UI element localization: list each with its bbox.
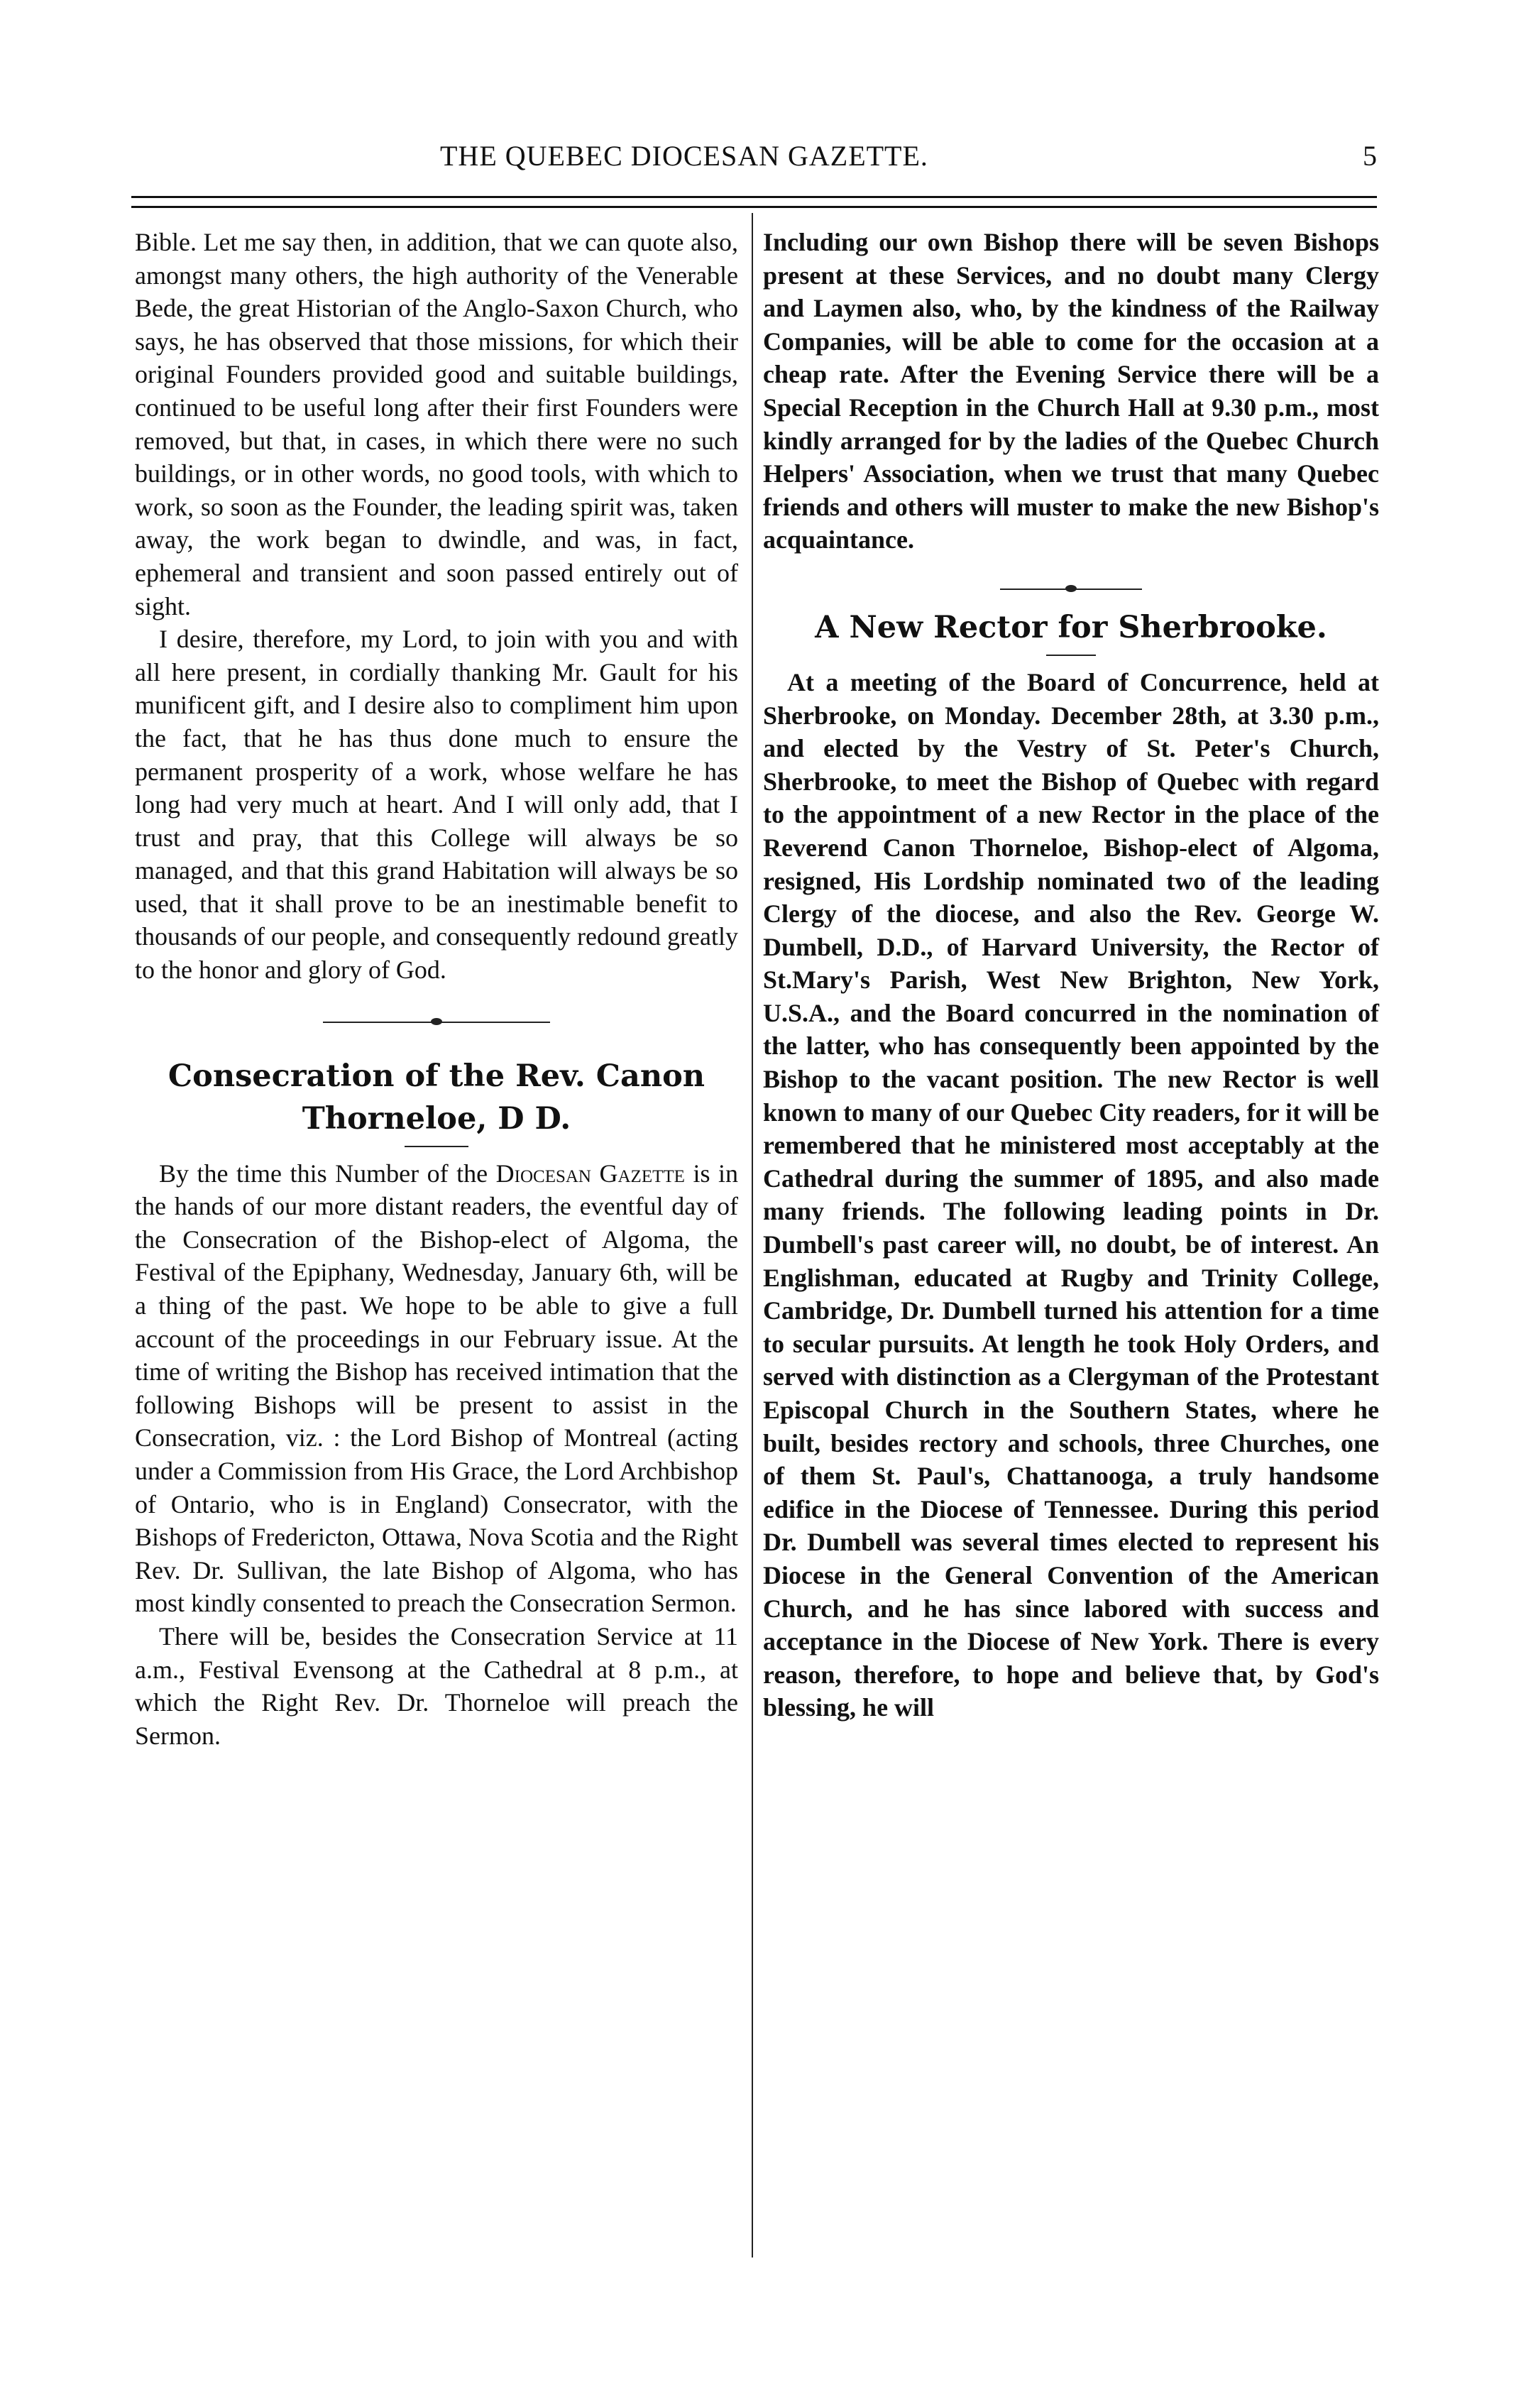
gazette-name: Diocesan Gazette <box>495 1159 685 1188</box>
paragraph-services: There will be, besides the Consecration Service at 11 a.m., Festival Evensong at the Cathedral at 8 p.m., at which the Right Rev. Dr. Thorneloe will preach the Sermon. <box>135 1621 738 1750</box>
paragraph-bishops: Including our own Bishop there will be seven Bishops present at these Services, and no doubt many Clergy and Laymen also, who, by the kindness of the Railway Companies, will be able to come for the occasion at a cheap rate. After the Evening Service there will be a Special Reception in the Church Hall at 9.30 p.m., most kindly arranged for by the ladies of the Quebec Church Helpers' Association, when we trust that many Quebec friends and others will muster to make the new Bishop's acquaintance. <box>763 228 1379 554</box>
paragraph-consecration-b: is in the hands of our more distant readers, the eventful day of the Consecration of the Bishop-elect of Algoma, the Festival of the Epiphany, Wednesday, January 6th, will be a thing of the past. We hope to be able to give a full account of the proceedings in our February issue. At the time of writing the Bishop has received intimation that the following Bishops will be present to assist in the Consecration, viz. : the Lord Bishop of Montreal (acting under a Commission from His Grace, the Lord Archbishop of Ontario, who is in England) Consecrator, with the Bishops of Fredericton, Ottawa, Nova Scotia and the Right Rev. Dr. Sullivan, the late Bishop of Algoma, who has most kindly consented to preach the Consecration Sermon. <box>135 1159 738 1618</box>
column-divider <box>752 213 753 2258</box>
header-rule-top <box>131 196 1377 198</box>
left-column <box>135 226 738 1752</box>
heading-consecration <box>135 1055 738 1140</box>
paragraph-bible: Bible. Let me say then, in addition, that we can quote also, amongst many others, the high authority of the Venerable Bede, the great Historian of the Anglo-Saxon Church, who says, he has observed that those missions, for which their original Founders provided good and suitable buildings, continued to be useful long after their first Founders were removed, but that, in cases, in which there were no such buildings, or in other words, no good tools, with which to work, so soon as the Founder, the leading spirit was, taken away, the work began to dwindle, and was, in fact, ephemeral and transient and soon passed entirely out of sight. <box>135 228 738 620</box>
heading-consecration-line1: Consecration of the Rev. Canon <box>168 1058 705 1094</box>
heading-consecration-line2: Thorneloe, D D. <box>302 1100 571 1137</box>
header-rule-bottom <box>131 206 1377 208</box>
page-header <box>142 139 1377 182</box>
section-separator <box>323 1015 550 1029</box>
page-number: 5 <box>1363 140 1377 172</box>
heading-new-rector: A New Rector for Sherbrooke. <box>815 609 1327 645</box>
right-column <box>763 226 1379 1724</box>
section-separator-right <box>1000 582 1142 596</box>
paragraph-new-rector: At a meeting of the Board of Concurrence, held at Sherbrooke, on Monday. December 28th, at 3.30 p.m., and elected by the Vestry of St. Peter's Church, Sherbrooke, to meet the Bishop of Quebec with regard to the appointment of a new Rector in the place of the Reverend Canon Thorneloe, Bishop-elect of Algoma, resigned, His Lordship nominated two of the leading Clergy of the diocese, and also the Rev. George W. Dumbell, D.D., of Harvard University, the Rector of St.Mary's Parish, West New Brighton, New York, U.S.A., and the Board concurred in the nomination of the latter, who has consequently been appointed by the Bishop to the vacant position. The new Rector is well known to many of our Quebec City readers, for it will be remembered that he ministered most acceptably at the Cathedral during the summer of 1895, and also made many friends. The following leading points in Dr. Dumbell's past career will, no doubt, be of interest. An Englishman, educated at Rugby and Trinity College, Cambridge, Dr. Dumbell turned his attention for a time to secular pursuits. At length he took Holy Orders, and served with distinction as a Clergyman of the Protestant Episcopal Church in the Southern States, where he built, besides rectory and schools, three Churches, one of them St. Paul's, Chattanooga, a truly handsome edifice in the Diocese of Tennessee. During this period Dr. Dumbell was several times elected to represent his Diocese in the General Convention of the American Church, and he has since labored with success and acceptance in the Diocese of New York. There is every reason, therefore, to hope and believe that, by God's blessing, he will <box>763 667 1379 1722</box>
paragraph-consecration-a: By the time this Number of the <box>159 1159 496 1188</box>
separator-ornament <box>431 1018 442 1025</box>
running-title: THE QUEBEC DIOCESAN GAZETTE. <box>440 140 928 172</box>
heading-underline-right <box>1046 655 1096 656</box>
paragraph-consecration <box>135 1157 738 1620</box>
heading-underline <box>405 1146 468 1147</box>
paragraph-thanks: I desire, therefore, my Lord, to join with you and with all here present, in cordially thanking Mr. Gault for his munificent gift, and I desire also to compliment him upon the fact, that he has thus done much to ensure the permanent prosperity of a work, whose welfare he has long had very much at heart. And I will only add, that I trust and pray, that this College will always be so managed, and that this grand Habitation will always be so used, that it shall prove to be an inestimable benefit to thousands of our people, and consequently redound greatly to the honor and glory of God. <box>135 625 738 985</box>
separator-ornament-right <box>1065 585 1077 592</box>
